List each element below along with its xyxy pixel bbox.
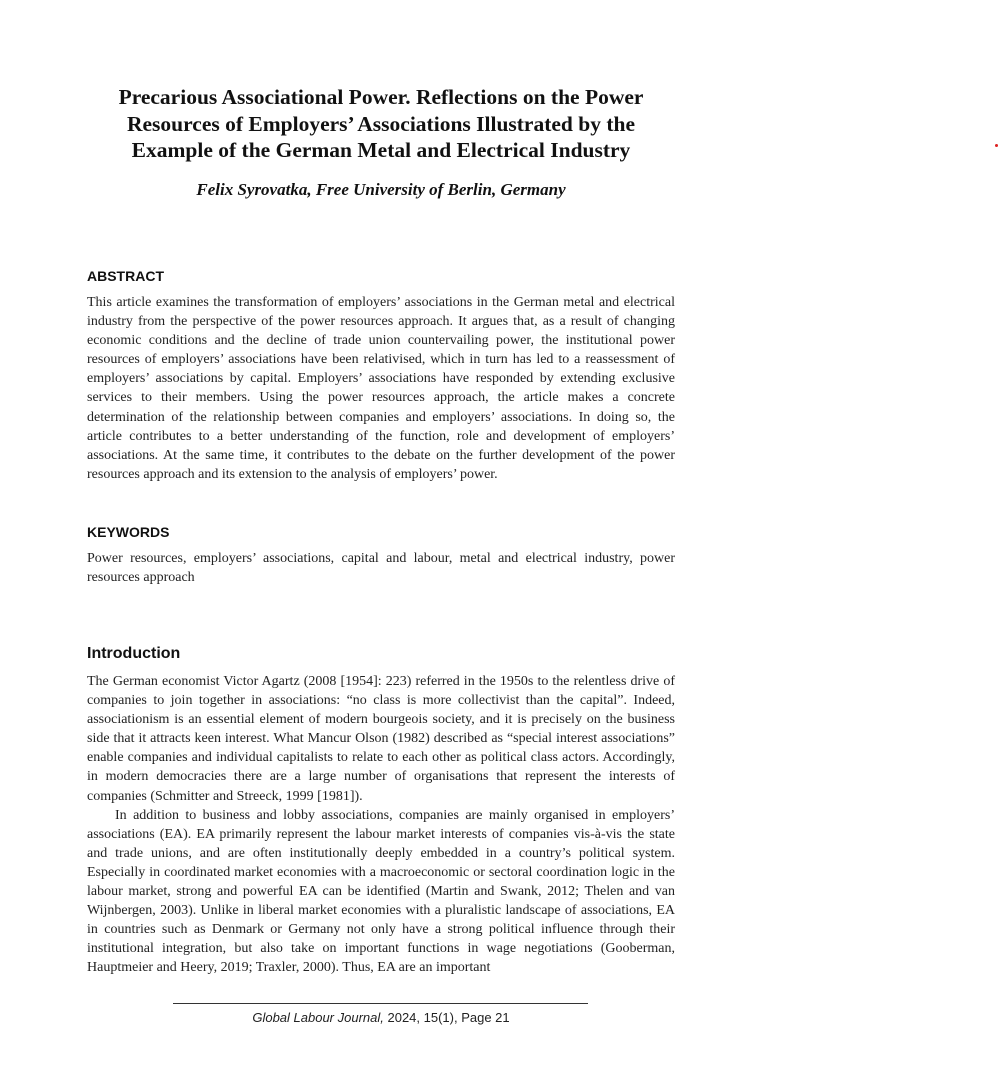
author-affiliation: Felix Syrovatka, Free University of Berlin, Germany xyxy=(196,180,566,199)
abstract-heading: ABSTRACT xyxy=(87,268,164,284)
page-footer xyxy=(87,1010,675,1025)
introduction-paragraph-2: In addition to business and lobby associations, companies are mainly organised in employers’ associations (EA). EA primarily represent the labour market interests of companies vis-à-vis the state and trade unions, and are often institutionally deeply embedded in a country’s political system. Especially in coordinated market economies with a macroeconomic or sectoral coordination logic in the labour market, strong and powerful EA can be identified (Martin and Swank, 2012; Thelen and van Wijnbergen, 2003). Unlike in liberal market economies with a pluralistic landscape of associations, EA in countries such as Denmark or Germany not only have a strong political influence through their institutional integration, but also take on important functions in wage negotiations (Gooberman, Hauptmeier and Heery, 2019; Traxler, 2000). Thus, EA are an important xyxy=(87,807,675,976)
footer-rule xyxy=(173,1003,588,1004)
journal-name: Global Labour Journal, xyxy=(252,1010,384,1025)
keywords-heading: KEYWORDS xyxy=(87,524,170,540)
introduction-paragraph-1: The German economist Victor Agartz (2008 [1954]: 223) referred in the 1950s to the relentless drive of companies to join together in associations: “no class is more collectivist than the capital”. Indeed, associationism is an essential element of modern bourgeois society, and it is precisely on the business side that it attracts keen interest. What Mancur Olson (1982) described as “special interest associations” enable companies and individual capitalists to relate to each other as political class actors. Accordingly, in modern democracies there are a large number of organisations that represent the interests of companies (Schmitter and Streeck, 1999 [1981]). xyxy=(87,674,675,804)
introduction-body xyxy=(87,672,675,978)
introduction-heading: Introduction xyxy=(87,645,181,662)
keywords-text xyxy=(87,549,675,587)
margin-mark xyxy=(995,144,998,147)
journal-issue-page: 2024, 15(1), Page 21 xyxy=(383,1010,510,1025)
paper-title: Precarious Associational Power. Reflections on the Power Resources of Employers’ Associations Illustrated by the Example of the German Metal and Electrical Industry xyxy=(118,85,644,162)
keywords-paragraph: Power resources, employers’ associations, capital and labour, metal and electrical industry, power resources approach xyxy=(87,551,675,586)
abstract-paragraph: This article examines the transformation of employers’ associations in the German metal and electrical industry from the perspective of the power resources approach. It argues that, as a result of changing economic conditions and the decline of trade union countervailing power, the institutional power resources of employers’ associations have been relativised, which in turn has led to a reassessment of employers’ associations by capital. Employers’ associations have responded by extending exclusive services to their members. Using the power resources approach, the article makes a concrete determination of the relationship between companies and employers’ associations. In doing so, the article contributes to a better understanding of the function, role and development of employers’ associations. At the same time, it contributes to the debate on the further development of the power resources approach and its extension to the analysis of employers’ power. xyxy=(87,295,675,482)
abstract-text xyxy=(87,293,675,484)
